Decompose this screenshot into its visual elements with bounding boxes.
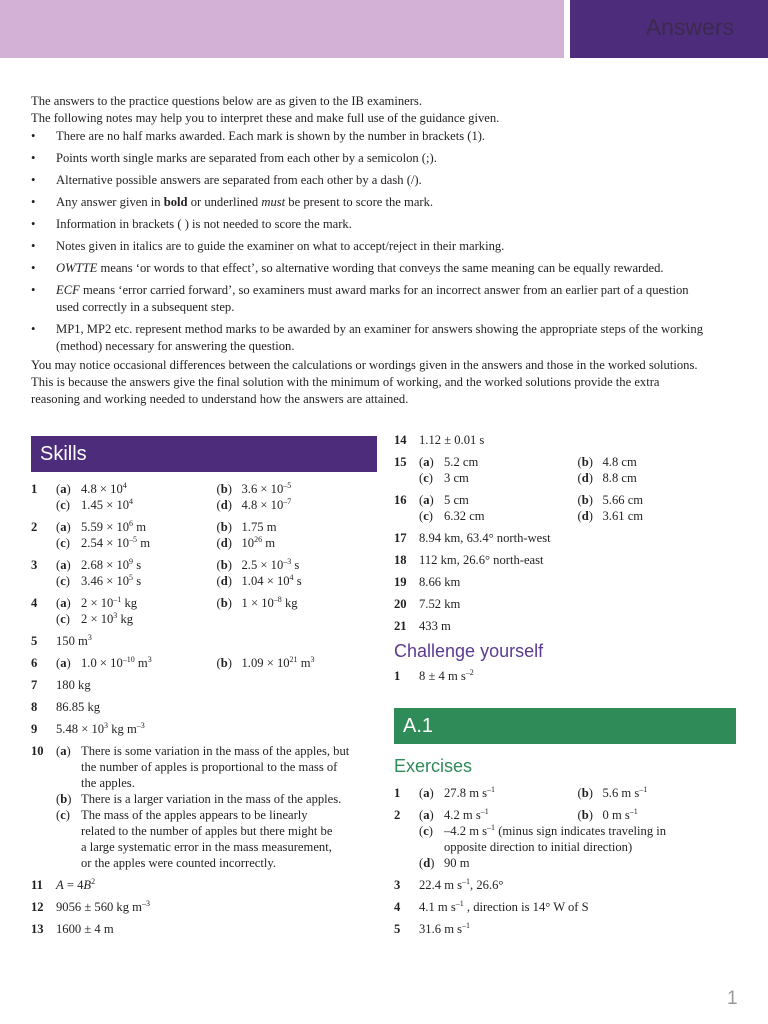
- note-item: • Any answer given in bold or underlined must be present to score the mark.: [31, 195, 434, 209]
- answer-item: 5 150 $m^3$: [31, 633, 92, 648]
- intro-notes: [31, 93, 711, 408]
- bullet-icon: •: [31, 195, 36, 209]
- challenge-heading: Challenge yourself: [394, 641, 544, 661]
- answer-item: 13 1600 ± 4 m: [31, 922, 114, 936]
- bullet-icon: •: [31, 261, 36, 275]
- answer-item: 1 (a) 27.8 m $s^{-1}$ (b) 5.6 m $s^{-1}$: [394, 785, 648, 800]
- skills-heading: Skills: [31, 436, 377, 472]
- right-column: [394, 432, 736, 943]
- answer-item: 3 22.4 m $s^{-1}$, 26.6°: [394, 877, 504, 892]
- answer-item: 17 8.94 km, 63.4° north-west: [394, 531, 551, 545]
- answer-item: 6 (a) $1.0 \times 10^{-10}$ $m^3$ (b) $1.09 \times 10^{21}$ $m^3$: [31, 655, 315, 670]
- note-item: • Information in brackets ( ) is not needed to score the mark.: [31, 217, 352, 231]
- answer-item: 12 9056 ± 560 kg $m^{-3}$: [31, 899, 150, 914]
- bullet-icon: •: [31, 239, 36, 253]
- note-item: • There are no half marks awarded. Each mark is shown by the number in brackets (1).: [31, 129, 486, 143]
- answer-item: 15 (a) 5.2 cm (b) 4.8 cm (c) 3 cm (d) 8.8 cm: [394, 455, 637, 485]
- bullet-icon: •: [31, 151, 36, 165]
- notes-list: [31, 128, 711, 355]
- page-number: 1: [727, 988, 738, 1009]
- bullet-icon: •: [31, 129, 36, 143]
- answer-item: 5 31.6 m $s^{-1}$: [394, 921, 471, 936]
- answer-item: 2 (a) $5.59 \times 10^6$ m (b) 1.75 m (c) $2.54 \times 10^{-5}$ m (d) $10^{26}$ m: [31, 519, 277, 550]
- page-title: Answers: [645, 14, 734, 40]
- bullet-icon: •: [31, 322, 36, 336]
- intro-paragraph: The following notes may help you to interpret these and make full use of the guidance given.: [31, 111, 500, 125]
- answer-item: 1 8 ± 4 m $s^{-2}$: [394, 668, 474, 683]
- bullet-icon: •: [31, 283, 36, 297]
- answer-item: 18 112 km, 26.6° north-east: [394, 553, 544, 567]
- answer-item: 16 (a) 5 cm (b) 5.66 cm (c) 6.32 cm (d) 3.61 cm: [394, 493, 644, 523]
- bullet-icon: •: [31, 217, 36, 231]
- section-a1-heading: A.1: [394, 708, 736, 744]
- answer-item: 2 (a) 4.2 m $s^{-1}$ (b) 0 m $s^{-1}$ (c) –4.2 m $s^{-1}$ (minus sign indicates traveling in opposite direction to initial direction) (d) 90 m: [394, 807, 667, 870]
- answer-item: 4 4.1 m $s^{-1}$ , direction is 14° W of S: [394, 899, 589, 914]
- answer-item: 14 1.12 ± 0.01 s: [394, 433, 485, 447]
- bullet-icon: •: [31, 173, 36, 187]
- answer-item: 4 (a) $2 \times 10^{-1}$ kg (b) $1 \times 10^{-8}$ kg (c) $2 \times 10^3$ kg: [31, 595, 298, 626]
- intro-paragraph: The answers to the practice questions below are as given to the IB examiners.: [31, 94, 422, 108]
- answer-item: 11 $A = 4B^2$: [31, 877, 96, 892]
- answer-item: 21 433 m: [394, 619, 451, 633]
- note-item: • Alternative possible answers are separated from each other by a dash (/).: [31, 173, 422, 187]
- note-item: • Notes given in italics are to guide the examiner on what to accept/reject in their marking.: [31, 239, 505, 253]
- answer-item: 19 8.66 km: [394, 575, 461, 589]
- answer-item: 9 $5.48 \times 10^3$ kg $m^{-3}$: [31, 721, 145, 736]
- answer-item: 3 (a) $2.68 \times 10^9$ s (b) $2.5 \times 10^{-3}$ s (c) $3.46 \times 10^5$ s (d) $1.04 \times 10^4$ s: [31, 557, 302, 588]
- note-item: • MP1, MP2 etc. represent method marks to be awarded by an examiner for answers showing the appropriate steps of the working (method) necessary for answering the question.: [31, 322, 704, 353]
- skills-column: [31, 436, 377, 943]
- header-band: [0, 0, 564, 58]
- answer-item: 8 86.85 kg: [31, 700, 101, 714]
- intro-paragraph: You may notice occasional differences between the calculations or wordings given in the answers and those in the worked solutions. This is because the answers give the final solution with the minimum of working, and the worked solutions provide the extra reasoning and working needed to understand how the answers are attained.: [31, 358, 698, 406]
- answer-item: 7 180 kg: [31, 678, 91, 692]
- exercises-heading: Exercises: [394, 756, 473, 776]
- answer-item: 10 (a) There is some variation in the mass of the apples, but the number of apples is proportional to the mass of the apples. (b) There is a larger variation in the mass of the apples. (c) The mass of the apples appears to be linearly related to the number of apples but there might be a large systematic error in the mass measurement, or the apples were counted incorrectly.: [31, 744, 350, 870]
- answer-item: 20 7.52 km: [394, 597, 461, 611]
- answer-item: 1 (a) $4.8 \times 10^4$ (b) $3.6 \times 10^{-5}$ (c) $1.45 \times 10^4$ (d) $4.8 \times 10^{-7}$: [31, 481, 292, 512]
- note-item: • ECF means ‘error carried forward’, so examiners must award marks for an incorrect answer from an earlier part of a question used correctly in a subsequent step.: [31, 283, 689, 314]
- note-item: • Points worth single marks are separated from each other by a semicolon (;).: [31, 151, 437, 165]
- note-item: • OWTTE means ‘or words to that effect’, so alternative wording that conveys the same meaning can be equally rewarded.: [31, 261, 664, 275]
